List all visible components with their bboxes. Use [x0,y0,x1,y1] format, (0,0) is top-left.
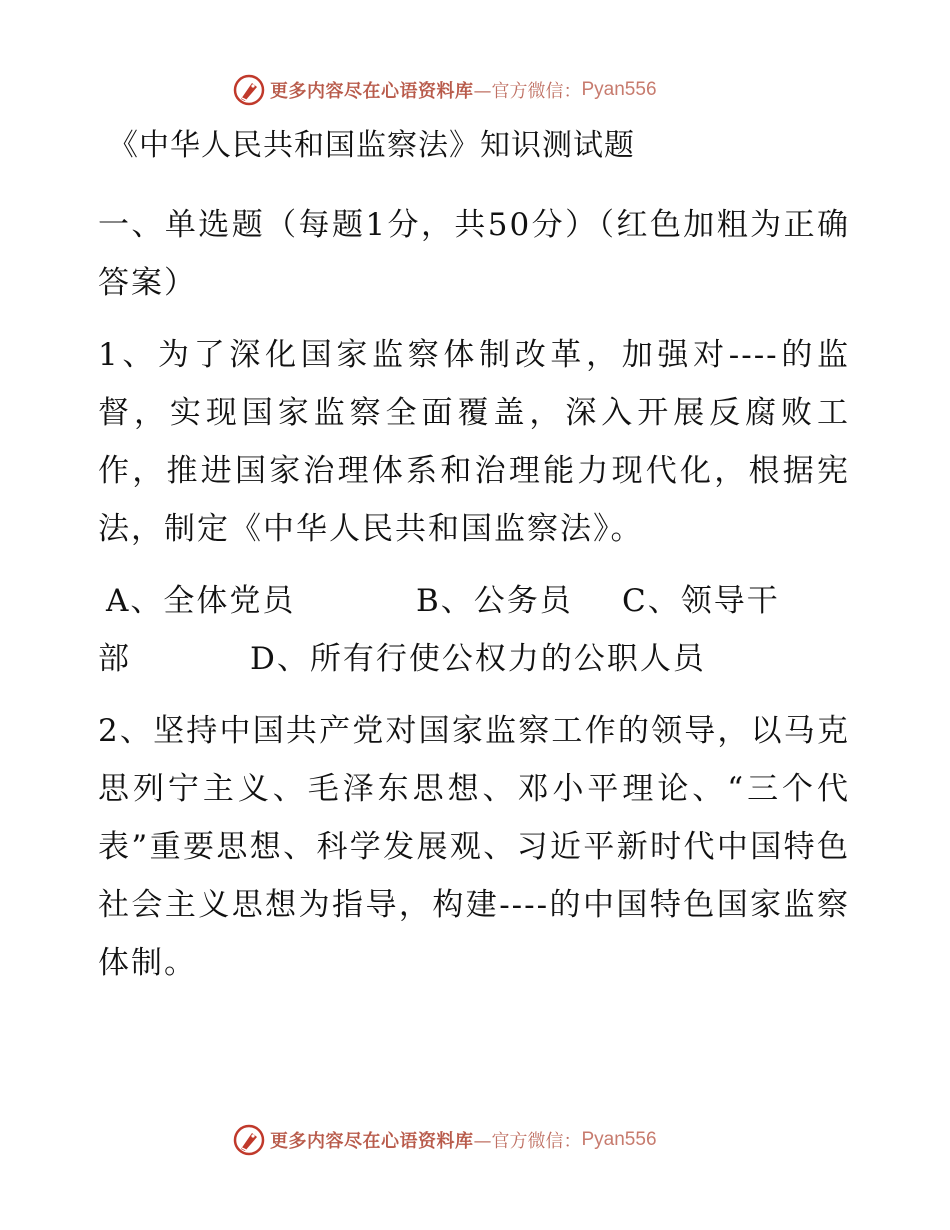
option-c-tail: 部 [98,641,131,677]
pen-nib-logo-icon [232,73,266,107]
document-title: 《中华人民共和国监察法》知识测试题 [108,128,635,163]
watermark-main-text: 更多内容尽在心语资料库 [270,1131,474,1152]
option-d: D、所有行使公权力的公职人员 [250,641,706,677]
watermark-sub-text: —官方微信： [473,81,582,102]
question-1-options [98,572,850,688]
question-2-text: 2、坚持中国共产党对国家监察工作的领导，以马克思列宁主义、毛泽东思想、邓小平理论、“三个代表”重要思想、科学发展观、习近平新时代中国特色社会主义思想为指导，构建----的中国特色国家监察体制。 [98,713,850,981]
pen-nib-logo-icon [232,1123,266,1157]
question-1-text: 1、为了深化国家监察体制改革，加强对----的监督，实现国家监察全面覆盖，深入开展反腐败工作，推进国家治理体系和治理能力现代化，根据宪法，制定《中华人民共和国监察法》。 [98,337,850,547]
footer-watermark [232,1122,657,1158]
document-body [98,196,850,1006]
option-b: B、公务员 [416,583,573,619]
watermark-sub-text: —官方微信： [473,1131,582,1152]
option-c-head: C、领导干 [622,583,780,619]
watermark-wechat-id: Pyan556 [581,79,657,100]
section-heading: 一、单选题（每题1分，共50分）（红色加粗为正确答案） [98,207,850,301]
watermark-wechat-id: Pyan556 [581,1129,657,1150]
watermark-main-text: 更多内容尽在心语资料库 [270,81,474,102]
header-watermark [232,72,657,108]
option-a: A、全体党员 [106,583,296,619]
